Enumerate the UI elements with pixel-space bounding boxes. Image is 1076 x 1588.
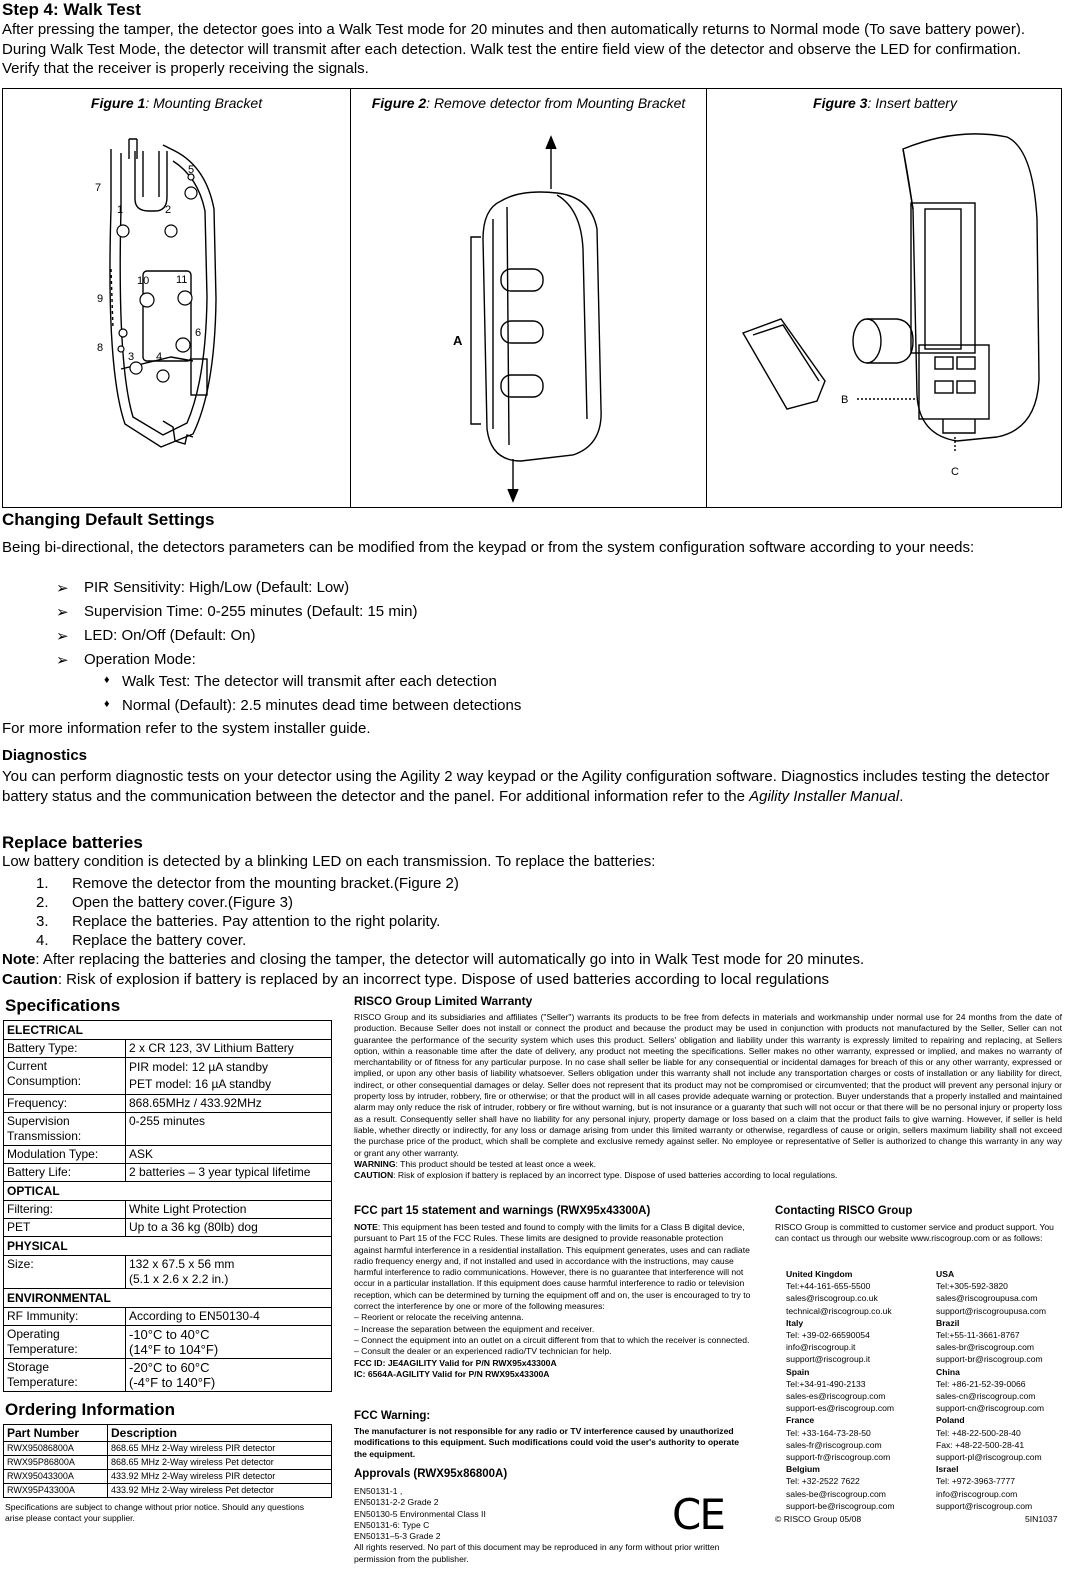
caution-line: Caution: Risk of explosion if battery is replaced by an incorrect type. Dispose of used batteries according to local regulations	[2, 971, 830, 988]
spec-value: 2 batteries – 3 year typical lifetime	[126, 1164, 332, 1182]
specifications-table	[3, 1020, 332, 1392]
callout-3: 3	[128, 351, 135, 363]
ce-mark-icon: CE	[672, 1490, 724, 1539]
bullet-item: ➢	[56, 604, 69, 621]
mounting-bracket-drawing	[3, 89, 351, 507]
spec-key: Modulation Type:	[4, 1146, 126, 1164]
replace-intro: Low battery condition is detected by a blinking LED on each transmission. To replace the batteries:	[2, 853, 656, 870]
step-number: 2.	[36, 894, 49, 911]
copyright: © RISCO Group 05/08	[775, 1514, 862, 1524]
remove-detector-drawing	[351, 89, 707, 507]
defaults-outro: For more information refer to the system installer guide.	[2, 720, 371, 737]
spec-section: PHYSICAL	[4, 1237, 332, 1256]
table-row: RWX95P86800A 868.65 MHz 2-Way wireless Pet detector	[4, 1456, 332, 1470]
callout-B: B	[841, 394, 849, 406]
fcc-measure: – Reorient or relocate the receiving antenna.	[354, 1312, 524, 1323]
fcc-warning-text: The manufacturer is not responsible for any radio or TV interference caused by unauthorized modifications to this equipment. Such modifications could void the user's authority to operate the equipment.	[354, 1426, 739, 1459]
callout-1: 1	[117, 204, 124, 216]
callout-11: 11	[176, 274, 188, 286]
fcc-measure: – Increase the separation between the equipment and receiver.	[354, 1323, 595, 1334]
contact-intro: RISCO Group is committed to customer service and product support. You can contact us through our website www.riscogroup.com or as follows:	[775, 1222, 1054, 1244]
spec-value: 132 x 67.5 x 56 mm (5.1 x 2.6 x 2.2 in.)	[126, 1256, 332, 1289]
spec-key: Current Consumption:	[4, 1058, 126, 1095]
insert-battery-drawing	[707, 89, 1063, 507]
step-text: Remove the detector from the mounting bracket.(Figure 2)	[72, 875, 459, 892]
callout-5: 5	[188, 164, 195, 176]
figure-2-cell	[351, 89, 707, 507]
defaults-intro: Being bi-directional, the detectors parameters can be modified from the keypad or from the system configuration software according to your needs:	[2, 539, 975, 556]
spec-value: -20°C to 60°C (-4°F to 140°F)	[126, 1359, 332, 1392]
spec-value: According to EN50130-4	[126, 1308, 332, 1326]
callout-C: C	[951, 466, 959, 478]
ic-id: IC: 6564A-AGILITY Valid for P/N RWX95x43300A	[354, 1368, 550, 1379]
diagnostics-title: Diagnostics	[2, 747, 88, 764]
spec-key: Storage Temperature:	[4, 1359, 126, 1392]
callout-10: 10	[137, 275, 150, 287]
bullet-text: Operation Mode:	[84, 651, 196, 668]
spec-key: Filtering:	[4, 1201, 126, 1219]
spec-section: OPTICAL	[4, 1182, 332, 1201]
note-line: Note: After replacing the batteries and closing the tamper, the detector will automatically go into in Walk Test mode for 20 minutes.	[2, 951, 865, 968]
figure-1-cell	[3, 89, 351, 507]
warranty-text: RISCO Group and its subsidiaries and affiliates ("Seller") warrants its products to be free from defects in materials and workmanship under normal use for 24 months from the date of production. Because Seller does not install or connect the product and because the product may be used in conjunction with products not manufactured by the Seller, Seller can not guarantee the performance of the security system which uses this product. Sellers' obligation and liability under this warranty is expressly limited to repairing and replacing, at Sellers option, within a reasonable time after the date of delivery, any product not meeting the specifications. Seller makes no other warranty, expressed or implied, and makes no warranty of merchantability or of fitness for any particular purpose. In no case shall seller be liable for any consequential or incidental damages for breach of this or any other warranty, expressed or implied, or upon any other basis of liability whatsoever. Sellers obligation under this warranty shall not include any transportation charges or costs of installation or any liability for direct, indirect, or other consequential damages or delay. Seller does not represent that its product may not be compromised or circumvented; that the product will prevent any personal injury or property loss by intruder, robbery, fire or otherwise; or that the product will in all cases provide adequate warning or protection. Buyer understands that a properly installed and maintained alarm may only reduce the risk of intruder, robbery or fire without warning, but is not insurance or a guaranty that such will not occur or that there will be no personal injury or property loss as a result. Consequently seller shall have no liability for any personal injury, property damage or loss based on a claim that the product fails to give warning. However, if seller is held liable, whether directly or indirectly, for any loss or damage arising from under this limited warranty or otherwise, regardless of cause or origin, sellers maximum liability shall not exceed the purchase price of the product, which shall be complete and exclusive remedy against seller. No employee or representative of Seller is authorized to change this warranty in any way or grant any other warranty. WARNING: This product should be tested at least once a week. CAUTION: Risk of explosion if battery is replaced by an incorrect type. Dispose of used batteries according to local regulations.	[354, 1012, 1062, 1181]
spec-key: Operating Temperature:	[4, 1326, 126, 1359]
step-number: 1.	[36, 875, 49, 892]
figure-2-label: Figure 2	[371, 95, 427, 111]
bullet-text: LED: On/Off (Default: On)	[84, 627, 256, 644]
figure-3-label: Figure 3	[813, 95, 868, 111]
sub-bullet-text: Walk Test: The detector will transmit after each detection	[122, 673, 497, 690]
callout-A: A	[453, 333, 463, 348]
spec-key: Battery Life:	[4, 1164, 126, 1182]
bullet-item: ➢	[56, 580, 69, 597]
spec-value: 868.65MHz / 433.92MHz	[126, 1095, 332, 1113]
bullet-item: ➢	[56, 652, 69, 669]
table-row: RWX95043300A 433.92 MHz 2-Way wireless PIR detector	[4, 1470, 332, 1484]
figure-3-cell	[707, 89, 1063, 507]
spec-key: RF Immunity:	[4, 1308, 126, 1326]
fcc-warning-title: FCC Warning:	[354, 1410, 431, 1422]
bullet-text: PIR Sensitivity: High/Low (Default: Low)	[84, 579, 350, 596]
contact-column-right: USA Tel:+305-592-3820 sales@riscogroupusa.com support@riscogroupusa.com Brazil Tel:+55-11-3661-8767 sales-br@riscogroup.com support-br@riscogroup.com China Tel: +86-21-52-39-0066 sales-cn@riscogroup.com support-cn@riscogroup.com Poland Tel: +48-22-500-28-40 Fax: +48-22-500-28-41 support-pl@riscogroup.com Israel Tel: +972-3963-7777 info@riscogroup.com support@riscogroup.com	[936, 1269, 1046, 1511]
figure-3-caption: : Insert battery	[867, 95, 957, 111]
ordering-footnote: Specifications are subject to change without prior notice. Should any questions arise please contact your supplier.	[5, 1502, 305, 1524]
callout-9: 9	[97, 293, 104, 305]
spec-value: 2 x CR 123, 3V Lithium Battery	[126, 1040, 332, 1058]
step-text: Replace the battery cover.	[72, 932, 247, 949]
callout-8: 8	[97, 342, 104, 354]
spec-value: 0-255 minutes	[126, 1113, 332, 1146]
table-row: RWX95086800A 868.65 MHz 2-Way wireless PIR detector	[4, 1442, 332, 1456]
sub-bullet: ♦	[104, 674, 110, 686]
approvals-title: Approvals (RWX95x86800A)	[354, 1468, 508, 1480]
sub-bullet: ♦	[104, 698, 110, 710]
spec-section: ENVIRONMENTAL	[4, 1289, 332, 1308]
document-number: 5IN1037	[1025, 1514, 1058, 1524]
step4-text: After pressing the tamper, the detector goes into a Walk Test mode for 20 minutes and then automatically returns to Normal mode (To save battery power). During Walk Test Mode, the detector will transmit after each detection. Walk test the entire field view of the detector and observe the LED for confirmation. Verify that the receiver is properly receiving the signals.	[2, 21, 1026, 77]
spec-key: Size:	[4, 1256, 126, 1289]
spec-value: Up to a 36 kg (80lb) dog	[126, 1219, 332, 1237]
fcc-measure: – Consult the dealer or an experienced radio/TV technician for help.	[354, 1346, 612, 1357]
contact-title: Contacting RISCO Group	[775, 1205, 913, 1217]
callout-6: 6	[195, 327, 202, 339]
step-text: Replace the batteries. Pay attention to the right polarity.	[72, 913, 441, 930]
ordering-title: Ordering Information	[5, 1400, 175, 1419]
warranty-title: RISCO Group Limited Warranty	[354, 994, 533, 1008]
table-row: RWX95P43300A 433.92 MHz 2-Way wireless Pet detector	[4, 1484, 332, 1498]
callout-2: 2	[165, 204, 172, 216]
spec-key: Battery Type:	[4, 1040, 126, 1058]
fcc-title: FCC part 15 statement and warnings (RWX95x43300A)	[354, 1205, 651, 1217]
manual-reference: Agility Installer Manual	[749, 787, 900, 805]
spec-value: PIR model: 12 µA standby PET model: 16 µA standby	[126, 1058, 332, 1095]
fcc-id: FCC ID: JE4AGILITY Valid for P/N RWX95x43300A	[354, 1357, 557, 1368]
diagnostics-text: You can perform diagnostic tests on your detector using the Agility 2 way keypad or the Agility configuration software. Diagnostics includes testing the detector battery status and the communication between the detector and the panel. For additional information refer to the Agility Installer Manual.	[2, 768, 1050, 805]
spec-value: White Light Protection	[126, 1201, 332, 1219]
figure-table	[2, 88, 1062, 508]
bullet-item: ➢	[56, 628, 69, 645]
spec-value: -10°C to 40°C (14°F to 104°F)	[126, 1326, 332, 1359]
column-header: Part Number	[4, 1425, 108, 1442]
fcc-measure: – Connect the equipment into an outlet on a circuit different from that to which the receiver is connected.	[354, 1334, 750, 1345]
contact-column-left: United Kingdom Tel:+44-161-655-5500 sales@riscogroup.co.uk technical@riscogroup.co.uk Italy Tel: +39-02-66590054 info@riscogroup.it support@riscogroup.it Spain Tel:+34-91-490-2133 sales-es@riscogroup.com support-es@riscogroup.com France Tel: +33-164-73-28-50 sales-fr@riscogroup.com support-fr@riscogroup.com Belgium Tel: +32-2522 7622 sales-be@riscogroup.com support-be@riscogroup.com	[786, 1269, 895, 1511]
callout-4: 4	[156, 351, 163, 363]
spec-key: PET	[4, 1219, 126, 1237]
spec-value: ASK	[126, 1146, 332, 1164]
figure-2-caption: : Remove detector from Mounting Bracket	[426, 95, 686, 111]
specs-title: Specifications	[5, 996, 121, 1015]
figure-1-caption: : Mounting Bracket	[145, 95, 263, 111]
step4-title: Step 4: Walk Test	[2, 0, 141, 19]
step-number: 3.	[36, 913, 49, 930]
replace-title: Replace batteries	[2, 833, 143, 852]
figure-1-label: Figure 1	[90, 95, 146, 111]
column-header: Description	[108, 1425, 332, 1442]
ordering-table	[3, 1424, 332, 1498]
callout-7: 7	[95, 182, 102, 194]
fcc-text: NOTE: This equipment has been tested and found to comply with the limits for a Class B digital device, pursuant to Part 15 of the FCC Rules. These limits are designed to provide reasonable protection against harmful interference in a residential installation. This equipment generates, uses and can radiate radio frequency energy and, if not installed and used in accordance with the instructions, may cause harmful interference to radio communications. However, there is no guarantee that interference will not occur in a particular installation. If this equipment does cause harmful interference to radio or television reception, which can be determined by turning the equipment off and on, the user is encouraged to try to correct the interference by one or more of the following measures: – Reorient or relocate the receiving antenna. – Increase the separation between the equipment and receiver. – Connect the equipment into an outlet on a circuit different from that to which the receiver is connected. – Consult the dealer or an experienced radio/TV technician for help. FCC ID: JE4AGILITY Valid for P/N RWX95x43300A IC: 6564A-AGILITY Valid for P/N RWX95x43300A	[354, 1222, 751, 1379]
defaults-title: Changing Default Settings	[2, 510, 215, 529]
step-number: 4.	[36, 932, 49, 949]
bullet-text: Supervision Time: 0-255 minutes (Default: 15 min)	[84, 603, 418, 620]
sub-bullet-text: Normal (Default): 2.5 minutes dead time between detections	[122, 697, 522, 714]
spec-section: ELECTRICAL	[4, 1021, 332, 1040]
spec-key: Supervision Transmission:	[4, 1113, 126, 1146]
spec-key: Frequency:	[4, 1095, 126, 1113]
step-text: Open the battery cover.(Figure 3)	[72, 894, 293, 911]
approvals-list: EN50131-1 , EN50131-2-2 Grade 2 EN50130-5 Environmental Class II EN50131-6: Type C EN50131–5-3 Grade 2 All rights reserved. No part of this document may be reproduced in any form without prior written permission from the publisher.	[354, 1486, 720, 1564]
